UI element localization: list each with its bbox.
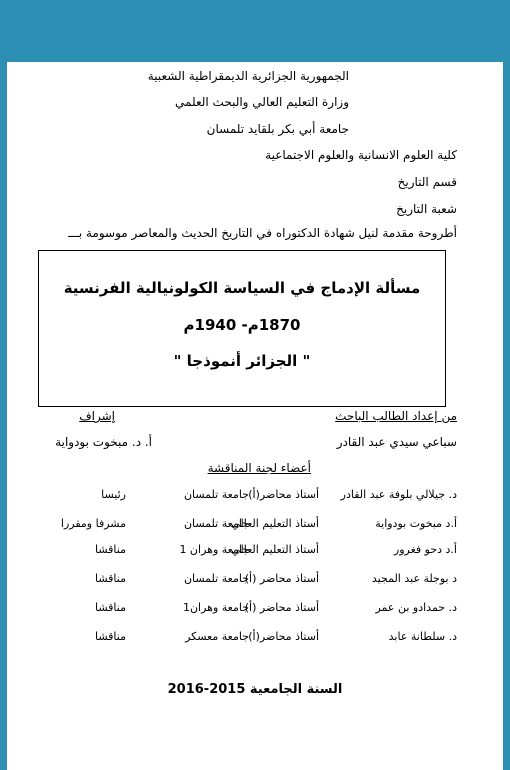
member-institution: جامعة تلمسان	[183, 517, 249, 530]
member-name: د. سلطانة عابد	[388, 630, 457, 643]
member-institution: جامعة وهران1	[182, 601, 249, 614]
member-institution: جامعة وهران 1	[179, 543, 249, 556]
thesis-title: مسألة الإدماج في السياسة الكولونيالية الفرنسية	[63, 279, 421, 297]
academic-year: السنة الجامعية 2015-2016	[167, 682, 343, 697]
member-role: مناقشا	[95, 572, 126, 585]
republic-line: الجمهورية الجزائرية الديمقراطية الشعبية	[147, 69, 349, 83]
member-role: مناقشا	[95, 601, 126, 614]
member-name: د. جيلالي بلوفة عبد القادر	[340, 488, 457, 501]
member-role: مشرفا ومقررا	[60, 517, 126, 530]
member-role: مناقشا	[95, 543, 126, 556]
member-rank: أستاذ محاضر (أ)	[244, 601, 319, 614]
top-color-band	[0, 0, 510, 62]
student-name: سباعي سيدي عبد القادر	[336, 435, 457, 449]
member-role: مناقشا	[95, 630, 126, 643]
faculty-line: كلية العلوم الانسانية والعلوم الاجتماعية	[265, 148, 457, 162]
student-label: من إعداد الطالب الباحث	[335, 409, 457, 423]
thesis-note: أطروحة مقدمة لنيل شهادة الدكتوراه في التاريخ الحديث والمعاصر موسومة بـــ	[68, 226, 457, 240]
department-line: قسم التاريخ	[397, 175, 457, 189]
document-page	[7, 62, 503, 770]
ministry-line: وزارة التعليم العالي والبحث العلمي	[175, 95, 349, 109]
member-institution: جامعة تلمسان	[183, 488, 249, 501]
university-line: جامعة أبي بكر بلقايد تلمسان	[206, 122, 349, 136]
branch-line: شعبة التاريخ	[396, 202, 457, 216]
member-name: د بوجلة عبد المجيد	[371, 572, 457, 585]
member-role: رئيسا	[101, 488, 126, 501]
member-name: د. حمدادو بن عمر	[375, 601, 457, 614]
member-rank: أستاذ التعليم العالي	[231, 517, 319, 530]
thesis-period: 1870م- 1940م	[183, 316, 301, 334]
member-name: أ.د مبخوت بودواية	[375, 517, 457, 530]
member-institution: جامعة تلمسان	[183, 572, 249, 585]
supervisor-label: إشراف	[79, 409, 115, 423]
member-name: أ.د دحو فغرور	[393, 543, 457, 556]
member-institution: جامعة معسكر	[185, 630, 249, 643]
thesis-subtitle: " الجزائر أنموذجا "	[173, 352, 311, 370]
right-color-band	[503, 0, 510, 770]
title-box	[38, 250, 446, 407]
committee-heading: أعضاء لجنة المناقشة	[207, 461, 311, 475]
left-color-band	[0, 0, 7, 770]
member-rank: أستاذ محاضر(أ)	[248, 488, 319, 501]
member-rank: أستاذ محاضر(أ)	[248, 630, 319, 643]
member-rank: أستاذ التعليم العالي	[231, 543, 319, 556]
member-rank: أستاذ محاضر (أ)	[244, 572, 319, 585]
supervisor-name: أ. د. مبخوت بودواية	[55, 435, 152, 449]
